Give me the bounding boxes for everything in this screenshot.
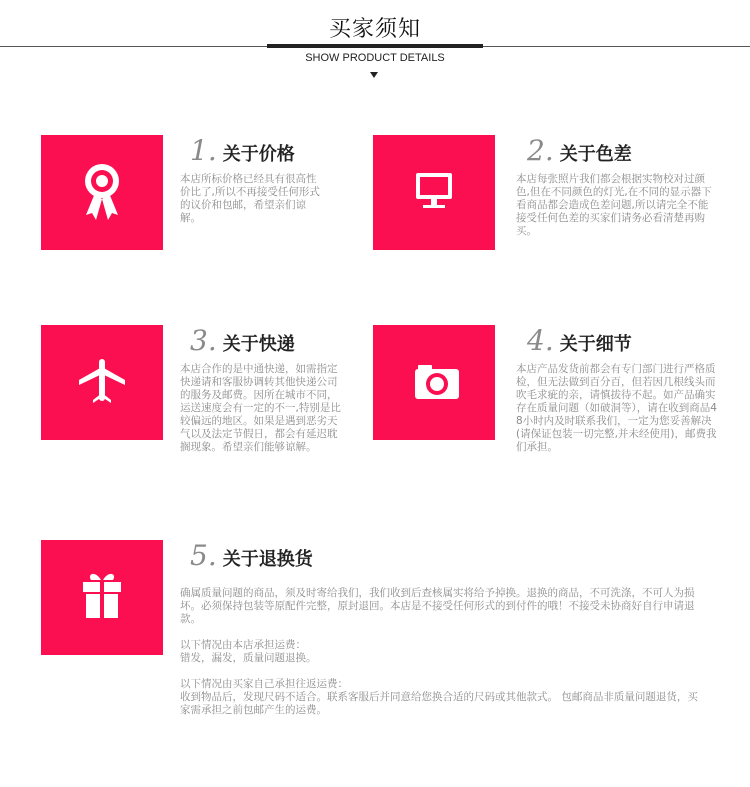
section-number: 3 <box>190 324 208 357</box>
section-label: 关于价格 <box>222 144 295 165</box>
buyer-pays-cases: 收到物品后，发现尺码不适合。联系客服后并同意给您换合适的尺码或其他款式。 包邮商品非质量问题退货，买家需承担之前包邮产生的运费。 <box>180 691 698 716</box>
return-tile <box>41 540 163 655</box>
section-title-detail: 4. 关于细节 <box>527 324 632 357</box>
return-policy-text: 确属质量问题的商品，须及时寄给我们，我们收到后查核属实将给予掉换。退换的商品，不可洗涤，不可人为损坏。必须保持包装等原配件完整，原封退回。本店是不接受任何形式的到付件的哦！不接受未协商好自行申请退款。 <box>180 587 695 625</box>
section-body-detail: 本店产品发货前都会有专门部门进行严格质检，但无法做到百分百，但若因几根线头而吹毛求疵的亲，请慎拔待不起。如产品确实存在质量问题（如破洞等），请在收到商品48小时内及时联系我们，一定为您妥善解决(请保证包装一切完整,并未经使用)，邮费我们承担。 <box>516 363 717 453</box>
color-tile <box>373 135 495 250</box>
page-title: 买家须知 <box>328 17 421 42</box>
section-number: 5 <box>190 539 208 572</box>
header-divider-accent <box>267 44 483 48</box>
section-title-shipping: 3. 关于快递 <box>190 324 295 357</box>
detail-tile <box>373 325 495 440</box>
store-pays-heading: 以下情况由本店承担运费： <box>180 639 306 651</box>
page-subtitle: SHOW PRODUCT DETAILS <box>305 52 445 64</box>
section-number: 2 <box>527 134 545 167</box>
section-label: 关于色差 <box>559 144 632 165</box>
section-label: 关于快递 <box>222 334 295 355</box>
triangle-down-icon <box>370 72 378 78</box>
section-body-price: 本店所标价格已经具有很高性价比了,所以不再接受任何形式的议价和包邮，希望亲们谅解。 <box>180 173 320 224</box>
section-label: 关于细节 <box>559 334 632 355</box>
monitor-icon <box>373 135 495 250</box>
section-body-shipping: 本店合作的是中通快递，如需指定快递请和客服协调转其他快递公司的服务及邮费。因所在城市不同，运送速度会有一定的不一,特别是比较偏远的地区。如果是遇到恶劣天气以及法定节假日，都会有延迟耽搁现象。希望亲们能够谅解。 <box>180 363 341 453</box>
airplane-icon <box>41 325 163 440</box>
store-pays-cases: 错发，漏发，质量问题退换。 <box>180 652 317 664</box>
gift-icon <box>41 540 163 655</box>
section-body-return <box>180 587 700 717</box>
section-number: 4 <box>527 324 545 357</box>
camera-icon <box>373 325 495 440</box>
section-title-price: 1. 关于价格 <box>190 134 295 167</box>
section-title-return: 5. 关于退换货 <box>190 539 313 572</box>
price-tile <box>41 135 163 250</box>
section-title-color: 2. 关于色差 <box>527 134 632 167</box>
section-label: 关于退换货 <box>222 549 313 570</box>
buyer-pays-heading: 以下情况由买家自己承担往返运费： <box>180 678 348 690</box>
section-body-color: 本店每张照片我们都会根据实物校对过颜色,但在不同颜色的灯光,在不同的显示器下看商品都会造成色差问题,所以请完全不能接受任何色差的买家们请务必看清楚再购买。 <box>516 173 712 237</box>
shipping-tile <box>41 325 163 440</box>
section-number: 1 <box>190 134 208 167</box>
ribbon-award-icon <box>41 135 163 250</box>
